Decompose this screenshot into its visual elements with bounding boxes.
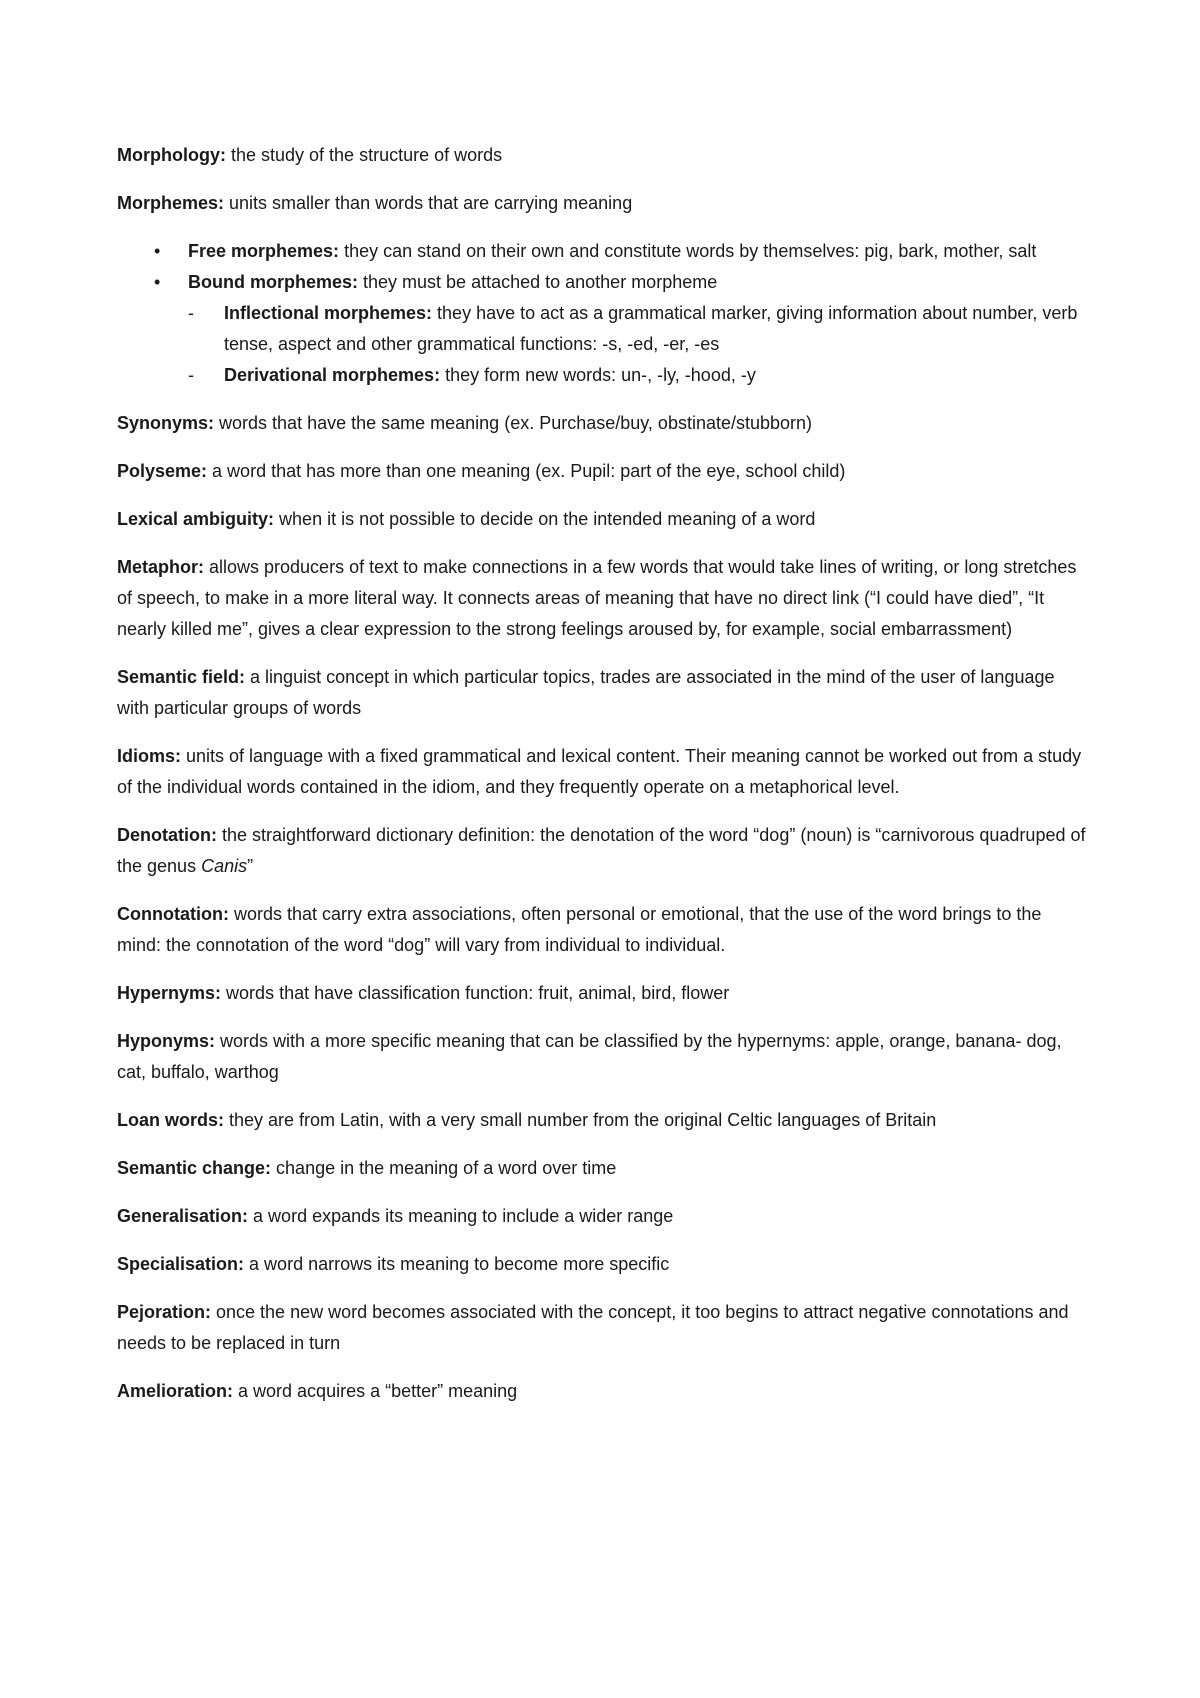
definition-text: a word expands its meaning to include a wider range — [248, 1206, 674, 1226]
definition-text: they must be attached to another morpheme — [358, 272, 718, 292]
term: Semantic field: — [117, 667, 246, 687]
list-item-bound-morphemes — [154, 267, 1090, 391]
term: Polyseme: — [117, 461, 208, 481]
definition-text: they form new words: un-, -ly, -hood, -y — [440, 365, 756, 385]
definition-synonyms — [117, 408, 1090, 439]
definition-text: a word acquires a “better” meaning — [233, 1381, 518, 1401]
definition-text: they are from Latin, with a very small number from the original Celtic languages of Britain — [224, 1110, 937, 1130]
definition-hyponyms — [117, 1026, 1090, 1088]
definition-specialisation — [117, 1249, 1090, 1280]
definition-text: words with a more specific meaning that can be classified by the hypernyms: apple, orange, banana- dog, cat, buffalo, warthog — [117, 1031, 1062, 1082]
term: Hypernyms: — [117, 983, 222, 1003]
list-item-inflectional-morphemes — [188, 298, 1090, 360]
definition-text: allows producers of text to make connections in a few words that would take lines of writing, or long stretches of speech, to make in a more literal way. It connects areas of meaning that have no direct link (“I could have died”, “It nearly killed me”, gives a clear expression to the strong feelings aroused by, for example, social embarrassment) — [117, 557, 1077, 639]
dash-icon: - — [188, 365, 194, 385]
bullet-icon: • — [154, 241, 161, 261]
definition-pejoration — [117, 1297, 1090, 1359]
term: Connotation: — [117, 904, 229, 924]
term: Synonyms: — [117, 413, 215, 433]
bound-morpheme-types-list — [188, 298, 1090, 391]
definition-text: change in the meaning of a word over time — [271, 1158, 617, 1178]
term: Amelioration: — [117, 1381, 234, 1401]
definition-text: words that carry extra associations, often personal or emotional, that the use of the word brings to the mind: the connotation of the word “dog” will vary from individual to individual. — [117, 904, 1042, 955]
definition-idioms — [117, 741, 1090, 803]
term: Specialisation: — [117, 1254, 245, 1274]
definition-polyseme — [117, 456, 1090, 487]
term: Idioms: — [117, 746, 182, 766]
bullet-icon: • — [154, 272, 161, 292]
term: Semantic change: — [117, 1158, 272, 1178]
term: Loan words: — [117, 1110, 224, 1130]
term: Denotation: — [117, 825, 217, 845]
definition-text: a word that has more than one meaning (ex. Pupil: part of the eye, school child) — [207, 461, 846, 481]
term: Pejoration: — [117, 1302, 212, 1322]
term: Morphology: — [117, 145, 226, 165]
definition-loan-words — [117, 1105, 1090, 1136]
term: Morphemes: — [117, 193, 225, 213]
definition-text: a linguist concept in which particular topics, trades are associated in the mind of the user of language with particular groups of words — [117, 667, 1055, 718]
term: Hyponyms: — [117, 1031, 216, 1051]
definition-text: units smaller than words that are carrying meaning — [224, 193, 633, 213]
definition-text: the study of the structure of words — [225, 145, 503, 165]
definition-text: the straightforward dictionary definition: the denotation of the word “dog” (noun) is “carnivorous quadruped of the genus — [117, 825, 1086, 876]
definition-text: units of language with a fixed grammatical and lexical content. Their meaning cannot be worked out from a study of the individual words contained in the idiom, and they frequently operate on a metaphorical level. — [117, 746, 1082, 797]
definition-hypernyms — [117, 978, 1090, 1009]
definition-lexical-ambiguity — [117, 504, 1090, 535]
definition-text: when it is not possible to decide on the intended meaning of a word — [274, 509, 816, 529]
closing-quote: ” — [247, 856, 254, 876]
definition-semantic-change — [117, 1153, 1090, 1184]
list-item-free-morphemes — [154, 236, 1090, 267]
term: Derivational morphemes: — [224, 365, 441, 385]
definition-amelioration — [117, 1376, 1090, 1407]
definition-morphemes — [117, 188, 1090, 219]
term: Free morphemes: — [188, 241, 340, 261]
italic-genus: Canis — [201, 856, 248, 876]
definition-metaphor — [117, 552, 1090, 645]
dash-icon: - — [188, 303, 194, 323]
definition-text: they have to act as a grammatical marker, giving information about number, verb tense, aspect and other grammatical functions: -s, -ed, -er, -es — [224, 303, 1078, 354]
term: Metaphor: — [117, 557, 204, 577]
morpheme-types-list — [117, 236, 1090, 391]
definition-text: they can stand on their own and constitute words by themselves: pig, bark, mother, salt — [339, 241, 1037, 261]
definition-connotation — [117, 899, 1090, 961]
definition-text: words that have classification function: fruit, animal, bird, flower — [221, 983, 730, 1003]
definition-text: once the new word becomes associated with the concept, it too begins to attract negative connotations and needs to be replaced in turn — [117, 1302, 1069, 1353]
term: Inflectional morphemes: — [224, 303, 433, 323]
definition-text: a word narrows its meaning to become more specific — [244, 1254, 670, 1274]
definition-morphology — [117, 140, 1090, 171]
term: Lexical ambiguity: — [117, 509, 275, 529]
definition-semantic-field — [117, 662, 1090, 724]
term: Generalisation: — [117, 1206, 249, 1226]
term: Bound morphemes: — [188, 272, 359, 292]
definition-denotation — [117, 820, 1090, 882]
definition-generalisation — [117, 1201, 1090, 1232]
definition-text: words that have the same meaning (ex. Purchase/buy, obstinate/stubborn) — [214, 413, 813, 433]
list-item-derivational-morphemes — [188, 360, 1090, 391]
